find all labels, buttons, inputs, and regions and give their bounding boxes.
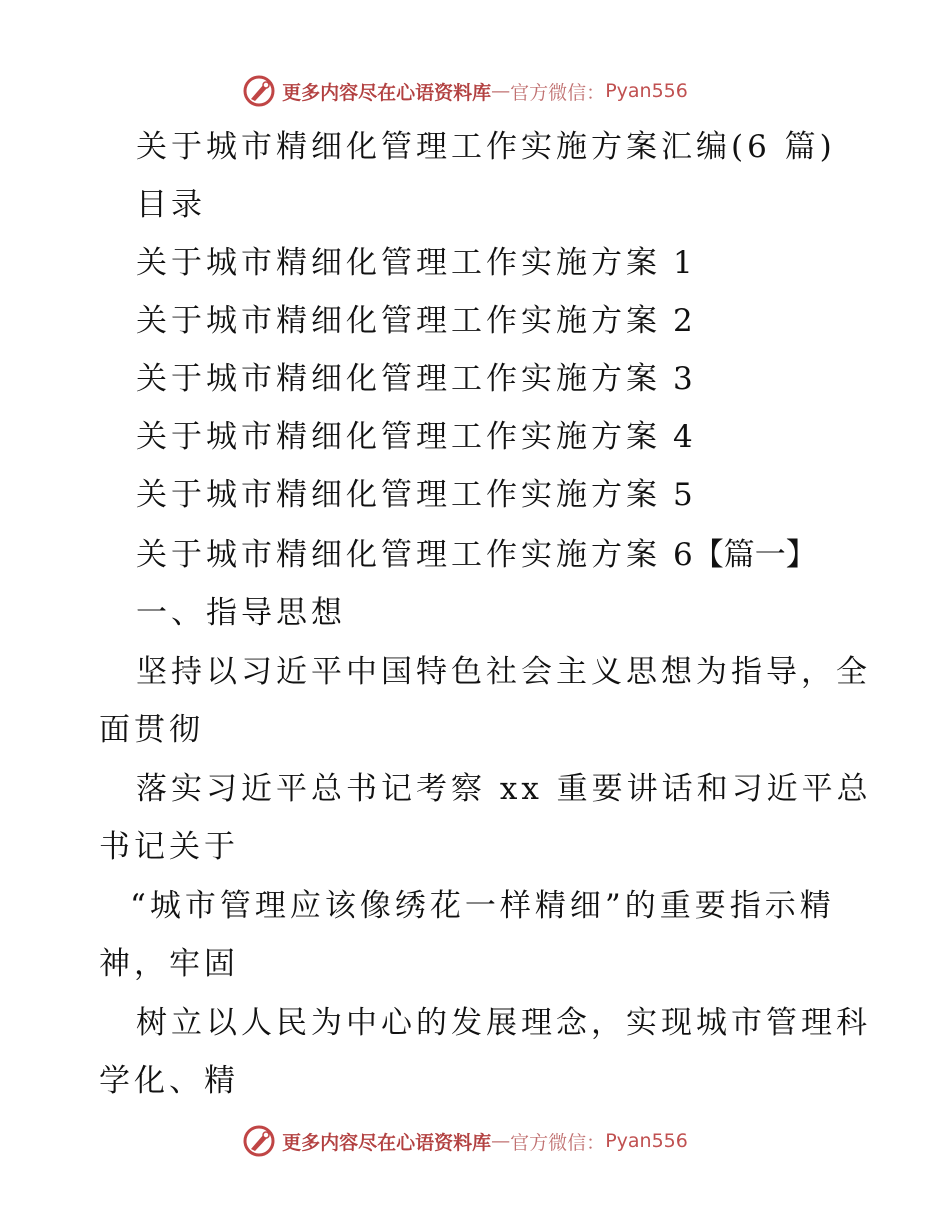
toc-item-label: 关于城市精细化管理工作实施方案 [136,419,661,455]
footer-wechat-id: Pyan556 [605,1130,688,1152]
header-wechat-label: 官方微信： [510,81,606,104]
toc-item [136,301,693,341]
section-heading: 一、指导思想 [136,595,346,631]
toc-item-num: 2 [673,303,693,339]
toc-item-num: 6【篇一】 [673,537,817,573]
toc-item [136,359,693,399]
footer-banner [0,1121,950,1161]
toc-item-label: 关于城市精细化管理工作实施方案 [136,477,661,513]
toc-item-num: 5 [673,477,693,513]
header-site-text: 更多内容尽在心语资料库 [282,81,492,104]
toc-item-num: 4 [673,419,693,455]
toc-item-label: 关于城市精细化管理工作实施方案 [136,303,661,339]
toc-item [136,475,693,515]
toc-item-label: 关于城市精细化管理工作实施方案 [136,245,661,281]
paragraph-line: 书记关于 [99,829,239,865]
paragraph-line: 神，牢固 [99,946,239,982]
header-dash: — [491,80,511,102]
toc-heading: 目录 [136,187,206,223]
toc-item-num: 1 [673,245,693,281]
document-title: 关于城市精细化管理工作实施方案汇编(6 篇) [136,129,836,165]
toc-item [136,243,693,283]
header-wechat-id: Pyan556 [605,80,688,102]
pen-logo-icon [242,1124,276,1158]
toc-item-num: 3 [673,361,693,397]
footer-site-text: 更多内容尽在心语资料库 [282,1131,492,1154]
footer-wechat-label: 官方微信： [510,1131,606,1154]
toc-item-label: 关于城市精细化管理工作实施方案 [136,537,661,573]
paragraph-line: 学化、精 [99,1063,239,1099]
toc-item-label: 关于城市精细化管理工作实施方案 [136,361,661,397]
paragraph-line: 坚持以习近平中国特色社会主义思想为指导，全 [136,654,871,690]
paragraph-line: 落实习近平总书记考察 xx 重要讲话和习近平总 [136,771,872,807]
paragraph-line: 面贯彻 [99,712,204,748]
toc-item [136,417,693,457]
footer-dash: — [491,1130,511,1152]
header-banner [0,71,950,111]
toc-item [136,535,817,575]
paragraph-line: “城市管理应该像绣花一样精细”的重要指示精 [130,888,835,924]
paragraph-line: 树立以人民为中心的发展理念，实现城市管理科 [136,1005,871,1041]
pen-logo-icon [242,74,276,108]
